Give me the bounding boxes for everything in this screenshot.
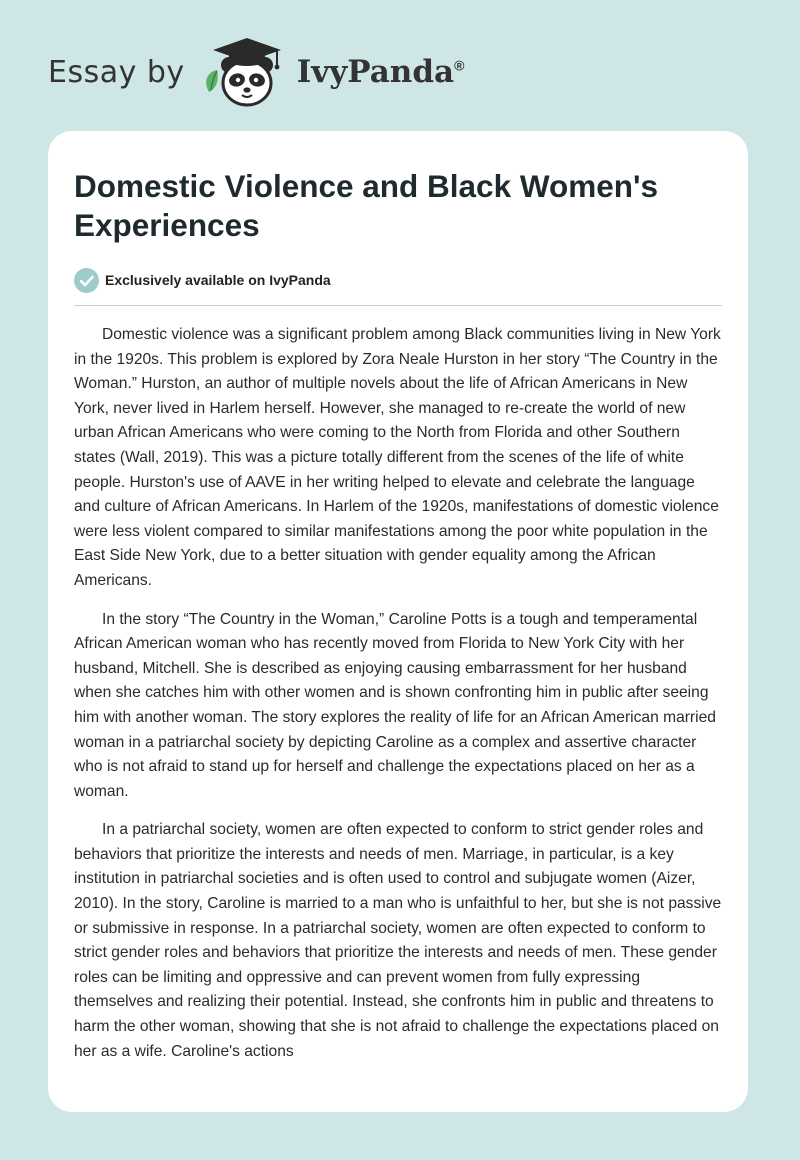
exclusive-badge (74, 267, 722, 293)
essay-paragraph-2: In the story “The Country in the Woman,” Caroline Potts is a tough and temperamental African American woman who has recently moved from Florida to New York City with her husband, Mitchell. She is described as enjoying causing embarrassment for her husband when she catches him with other women and is shown confronting him in public after seeing him with another woman. The story explores the reality of life for an African American married woman in a patriarchal society by depicting Caroline as a complex and assertive character who is not afraid to stand up for herself and challenge the expectations placed on her as a woman. (74, 610, 716, 800)
divider (74, 305, 722, 306)
panda-graduation-cap-icon (199, 34, 291, 110)
essay-paragraph-1: Domestic violence was a significant problem among Black communities living in New York in the 1920s. This problem is explored by Zora Neale Hurston in her story “The Country in the Woman.” Hurston, an author of multiple novels about the life of African Americans in New York, never lived in Harlem herself. However, she managed to re-create the world of new urban African Americans who were coming to the North from Florida and other Southern states (Wall, 2019). This was a picture totally different from the scenes of the life of white people. Hurston's use of AAVE in her writing helped to elevate and celebrate the language and culture of African Americans. In Harlem of the 1920s, manifestations of domestic violence were less violent compared to similar manifestations among the poor white population in the East Side New York, due to a better situation with gender equality among the African Americans. (74, 326, 721, 589)
brand-name (297, 54, 465, 90)
essay-card (48, 131, 748, 1112)
brand-name-text: IvyPanda (296, 54, 455, 90)
essay-body (74, 323, 722, 1064)
essay-paragraph-3: In a patriarchal society, women are often expected to conform to strict gender roles and behaviors that prioritize the interests and needs of men. Marriage, in particular, is a key institution in patriarchal societies and is often used to control and subjugate women (Aizer, 2010). In the story, Caroline is married to a man who is unfaithful to her, but she is not passive or submissive in response. In a patriarchal society, women are often expected to conform to strict gender roles and behaviors that prioritize the interests and needs of men. These gender roles can be limiting and oppressive and can prevent women from fully expressing themselves and realizing their potential. Instead, she confronts him in public and threatens to harm the other woman, showing that she is not afraid to challenge the expectations placed on her as a wife. Caroline's actions (74, 821, 722, 1060)
brand-header[interactable] (48, 34, 464, 110)
brand-prefix: Essay by (48, 54, 185, 90)
registered-mark: ® (454, 57, 465, 74)
exclusive-label: Exclusively available on IvyPanda (105, 272, 331, 288)
page-title: Domestic Violence and Black Women's Experiences (74, 168, 659, 243)
check-circle-icon (74, 268, 99, 293)
